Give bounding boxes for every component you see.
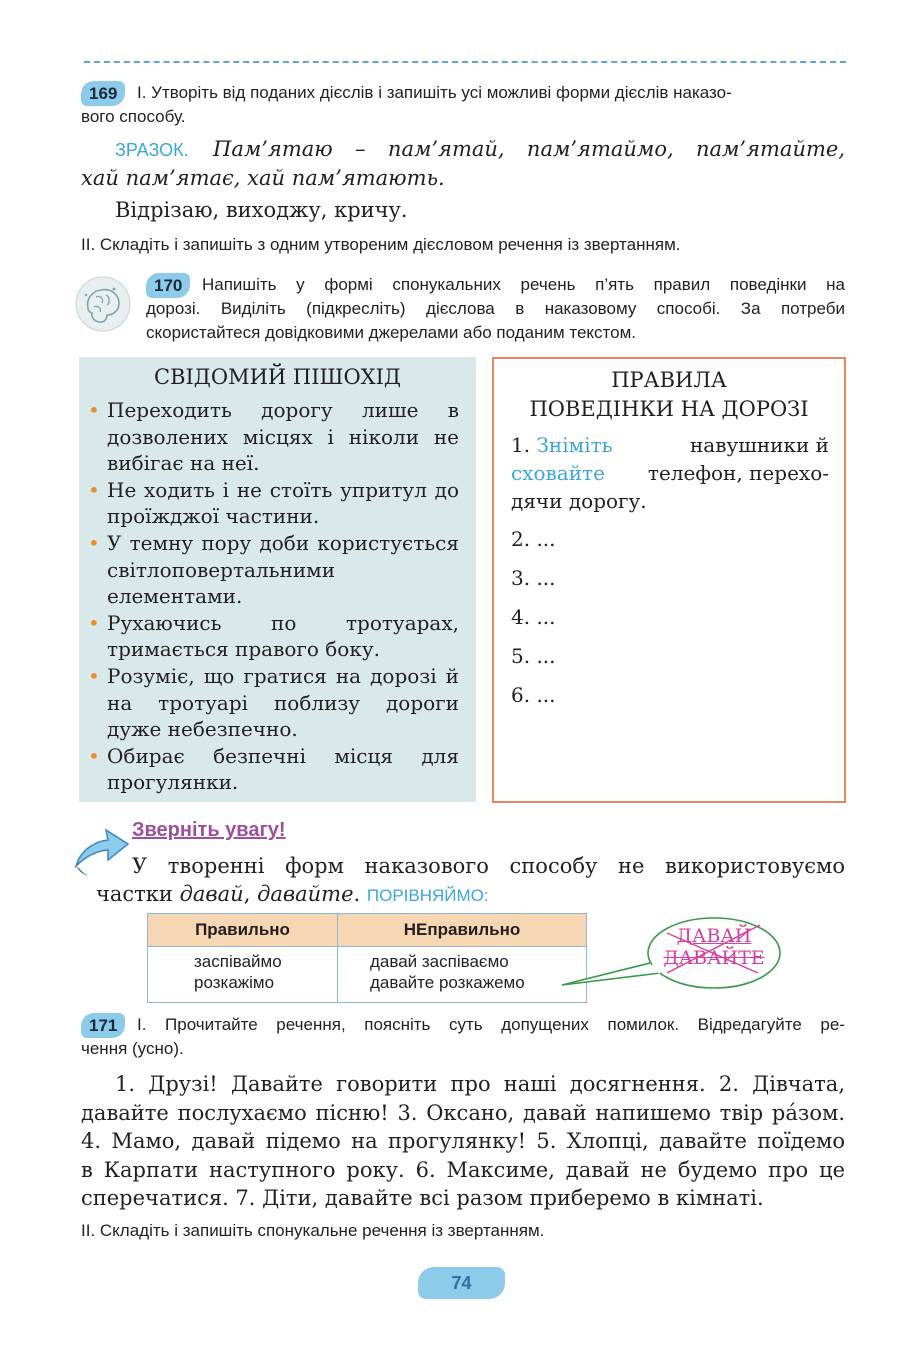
table-cell-correct: заспіваймо розкажімо <box>148 947 338 1003</box>
sample-text-line: хай пам’ятає, хай пам’ятають. <box>81 166 445 190</box>
bullet-icon: • <box>88 398 100 422</box>
list-item: • Не ходить і не стоїть упритул до проїжджої частини. <box>88 477 459 529</box>
box-title: СВІДОМИЙ ПІШОХІД <box>154 365 401 389</box>
verb-list: Відрізаю, виходжу, кричу. <box>115 198 408 222</box>
wrong-particles: ДАВАЙ ДАВАЙТЕ <box>663 925 765 969</box>
text-line: 4. Мамо, давай підемо на прогулянку! 5. Хлопці, давайте поїдемо <box>81 1129 845 1153</box>
sample-text-line: Пам’ятаю – пам’ятай, пам’ятаймо, пам’ятайте, <box>213 137 845 161</box>
attention-text-line: частки давай, давайте. ПОРІВНЯЙМО: <box>96 882 489 906</box>
text-line: в Карпати наступного року. 6. Максиме, давай не будемо про це <box>81 1157 845 1182</box>
text-line: 1. Друзі! Давайте говорити про наші досягнення. 2. Дівчата, <box>115 1072 845 1096</box>
rule-item: 3. ... <box>511 566 556 590</box>
sample-label: ЗРАЗОК. <box>115 140 189 160</box>
exercise-number-badge: 171 <box>81 1013 125 1038</box>
page-number: 74 <box>418 1267 505 1299</box>
exercise-number-badge: 170 <box>146 273 190 298</box>
exercise-task-2: ІІ. Складіть і запишіть спонукальне речення із звертанням. <box>81 1221 545 1240</box>
exercise-task: Напишіть у формі спонукальних речень п’ять правил поведінки на <box>202 275 845 294</box>
exercise-task-cont: чення (усно). <box>81 1039 184 1058</box>
box-title: ПОВЕДІНКИ НА ДОРОЗІ <box>529 397 809 421</box>
column-header: Правильно <box>148 914 338 947</box>
imperative-verb: Зніміть <box>536 433 613 457</box>
pedestrian-rule-list <box>88 397 459 796</box>
rule-item: 5. ... <box>511 644 556 668</box>
attention-title: Зверніть увагу! <box>132 819 286 841</box>
brain-icon <box>74 275 132 333</box>
imperative-verb: сховайте <box>511 461 605 485</box>
bullet-icon: • <box>88 663 100 688</box>
rule-1: 1. Зніміть навушники й сховайте телефон, перехо- дячи дорогу. <box>511 433 829 513</box>
exercise-number-badge: 169 <box>81 81 125 106</box>
exercise-text <box>81 1070 845 1213</box>
text-line: сперечатися. 7. Діти, давайте всі разом приберемо в кімнаті. <box>81 1186 764 1210</box>
road-rules-box <box>492 357 846 803</box>
list-item: • У темну пору доби користується світлоповертальними елементами. <box>88 530 459 609</box>
top-divider <box>84 61 846 63</box>
list-item: • Рухаючись по тротуарах, тримається правого боку. <box>88 610 459 662</box>
particle-word: давай <box>179 882 244 906</box>
arrow-icon <box>70 822 130 878</box>
exercise-task-cont: дорозі. Виділіть (підкресліть) дієслова в наказовому способі. За потреби <box>146 299 845 318</box>
exercise-task: І. Утворіть від поданих дієслів і запишіть усі можливі форми дієслів наказо- <box>137 83 732 102</box>
comparison-table <box>147 913 587 1003</box>
exercise-task-2: ІІ. Складіть і запишіть з одним утвореним дієсловом речення із звертанням. <box>81 235 681 254</box>
compare-label: ПОРІВНЯЙМО: <box>366 886 489 905</box>
box-title: ПРАВИЛА <box>611 368 727 392</box>
rule-item: 6. ... <box>511 683 556 707</box>
attention-text-line: У творенні форм наказового способу не використовуємо <box>132 854 845 878</box>
column-header: НЕправильно <box>338 914 587 947</box>
bullet-icon: • <box>88 743 100 768</box>
rule-item: 4. ... <box>511 605 556 629</box>
bullet-icon: • <box>88 610 100 635</box>
conscious-pedestrian-box <box>79 357 476 802</box>
exercise-task: І. Прочитайте речення, поясніть суть допущених помилок. Відредагуйте ре- <box>137 1015 845 1034</box>
particle-word: давайте <box>257 882 354 906</box>
table-cell-wrong: давай заспіваємо давайте розкажемо <box>338 947 587 1003</box>
exercise-task-cont: вого способу. <box>81 107 186 126</box>
rule-item: 2. ... <box>511 527 556 551</box>
bullet-icon: • <box>88 530 100 555</box>
list-item: • Переходить дорогу лише в дозволених місцях і ніколи не вибігає на неї. <box>88 398 459 476</box>
list-item: • Розуміє, що гратися на дорозі й на тротуарі поблизу дороги дуже небезпечно. <box>88 663 459 742</box>
text-line: давайте послухаємо пісню! 3. Оксано, давай напишемо твір ра́зом. <box>81 1100 845 1125</box>
exercise-task-cont: скористайтеся довідковими джерелами або поданим текстом. <box>146 323 637 342</box>
list-item: • Обирає безпечні місця для прогулянки. <box>88 743 459 795</box>
bullet-icon: • <box>88 477 100 502</box>
crossed-words-bubble <box>560 915 786 995</box>
